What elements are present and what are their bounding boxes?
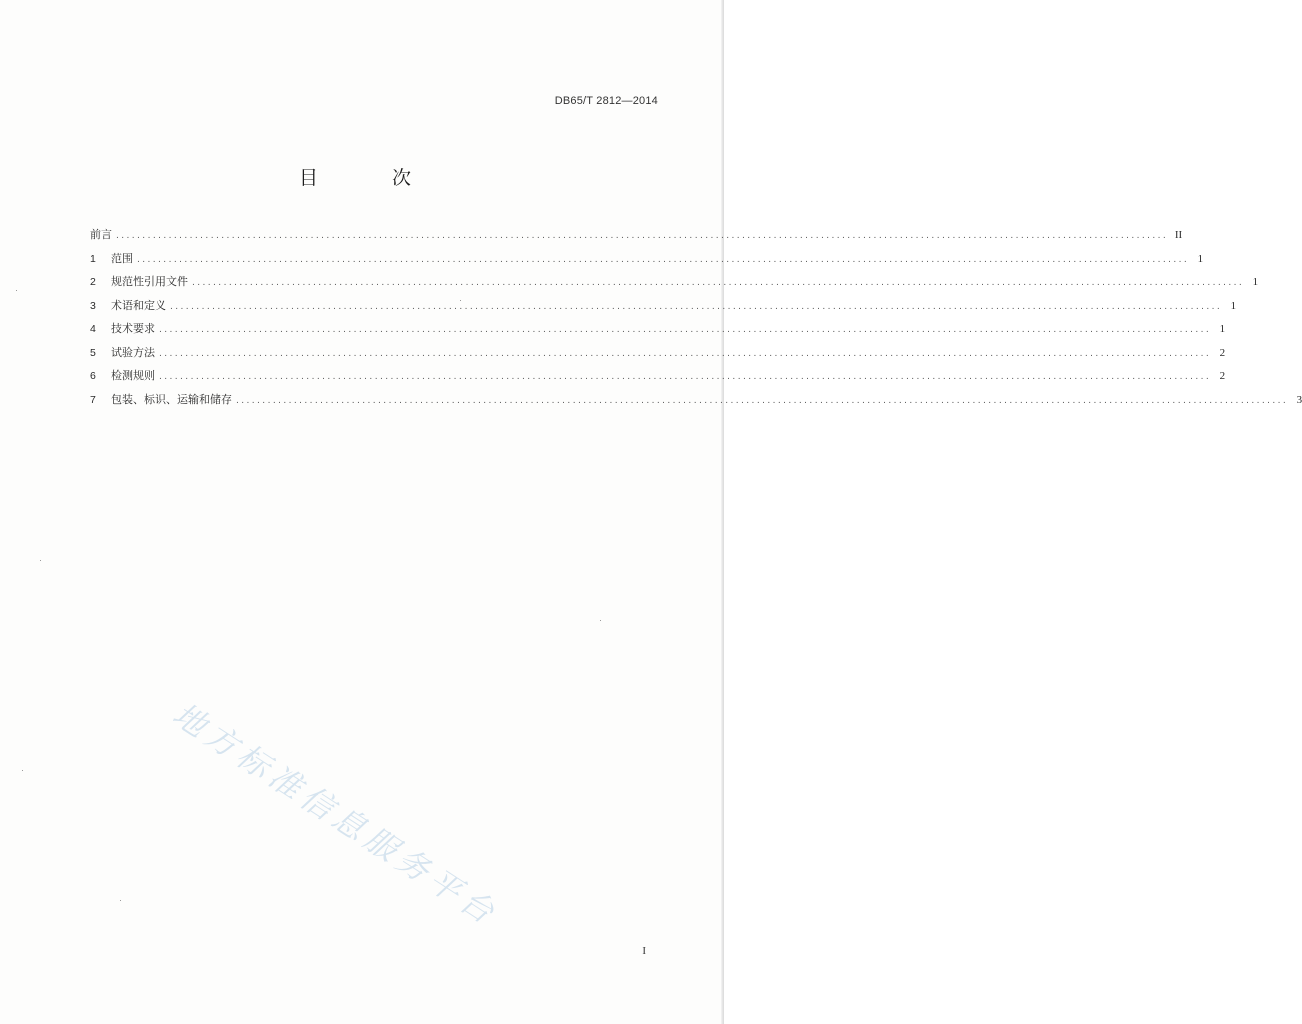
toc-entry-normative-references[interactable] <box>90 273 1259 297</box>
toc-entry-page: 1 <box>1197 252 1204 265</box>
toc-entry-number: 3 <box>90 299 96 312</box>
toc-entry-number: 6 <box>90 370 96 382</box>
table-of-contents <box>90 226 1302 414</box>
toc-entry-test-methods[interactable] <box>90 344 1226 368</box>
toc-entry-page: 3 <box>1296 393 1302 406</box>
scan-speck <box>22 770 23 771</box>
toc-entry-scope[interactable] <box>90 250 1204 274</box>
toc-entry-page: 2 <box>1219 346 1226 359</box>
toc-leader-dots: ........................................................................................................................................................................................................ <box>170 301 1223 312</box>
toc-entry-page: 1 <box>1219 323 1226 335</box>
toc-entry-foreword[interactable] <box>90 226 1183 250</box>
toc-entry-page: 1 <box>1230 299 1237 312</box>
toc-entry-page: 2 <box>1219 370 1226 382</box>
page-edge <box>721 0 724 1024</box>
toc-entry-page: II <box>1174 229 1183 241</box>
toc-leader-dots: ........................................................................................................................................................................................................ <box>116 231 1169 241</box>
toc-entry-number: 4 <box>90 323 96 335</box>
scan-speck <box>40 560 41 561</box>
toc-entry-label: 术语和定义 <box>111 298 166 312</box>
toc-entry-terms-definitions[interactable] <box>90 297 1237 321</box>
toc-leader-dots: ........................................................................................................................................................................................................ <box>159 325 1212 335</box>
toc-entry-number: 7 <box>90 393 96 406</box>
scan-speck <box>600 620 601 621</box>
document-code: DB65/T 2812—2014 <box>554 95 658 107</box>
scan-speck <box>120 900 121 901</box>
toc-leader-dots: ........................................................................................................................................................................................................ <box>137 254 1190 265</box>
toc-entry-inspection-rules[interactable] <box>90 367 1226 391</box>
watermark: 地方标准信息服务平台 <box>166 695 506 934</box>
toc-entry-packaging-marking-transport-storage[interactable] <box>90 391 1302 415</box>
toc-entry-label: 包装、标识、运输和储存 <box>111 392 232 406</box>
toc-entry-technical-requirements[interactable] <box>90 320 1226 344</box>
toc-leader-dots: ........................................................................................................................................................................................................ <box>236 395 1289 406</box>
toc-entry-page: 1 <box>1252 276 1259 288</box>
toc-entry-label: 技术要求 <box>111 322 155 335</box>
toc-entry-number: 1 <box>90 252 96 265</box>
toc-entry-label: 规范性引用文件 <box>111 275 188 288</box>
toc-leader-dots: ........................................................................................................................................................................................................ <box>159 348 1212 359</box>
toc-entry-label: 试验方法 <box>111 345 155 359</box>
toc-entry-number: 2 <box>90 276 96 288</box>
toc-leader-dots: ........................................................................................................................................................................................................ <box>192 278 1245 288</box>
toc-leader-dots: ........................................................................................................................................................................................................ <box>159 372 1212 382</box>
toc-entry-number: 5 <box>90 346 96 359</box>
scan-speck <box>460 300 461 301</box>
page-number: I <box>642 945 646 957</box>
toc-entry-label: 范围 <box>111 251 133 265</box>
scan-speck <box>16 290 17 291</box>
toc-entry-label: 前言 <box>90 228 112 241</box>
toc-title: 目 次 <box>298 167 446 189</box>
toc-entry-label: 检测规则 <box>111 369 155 382</box>
